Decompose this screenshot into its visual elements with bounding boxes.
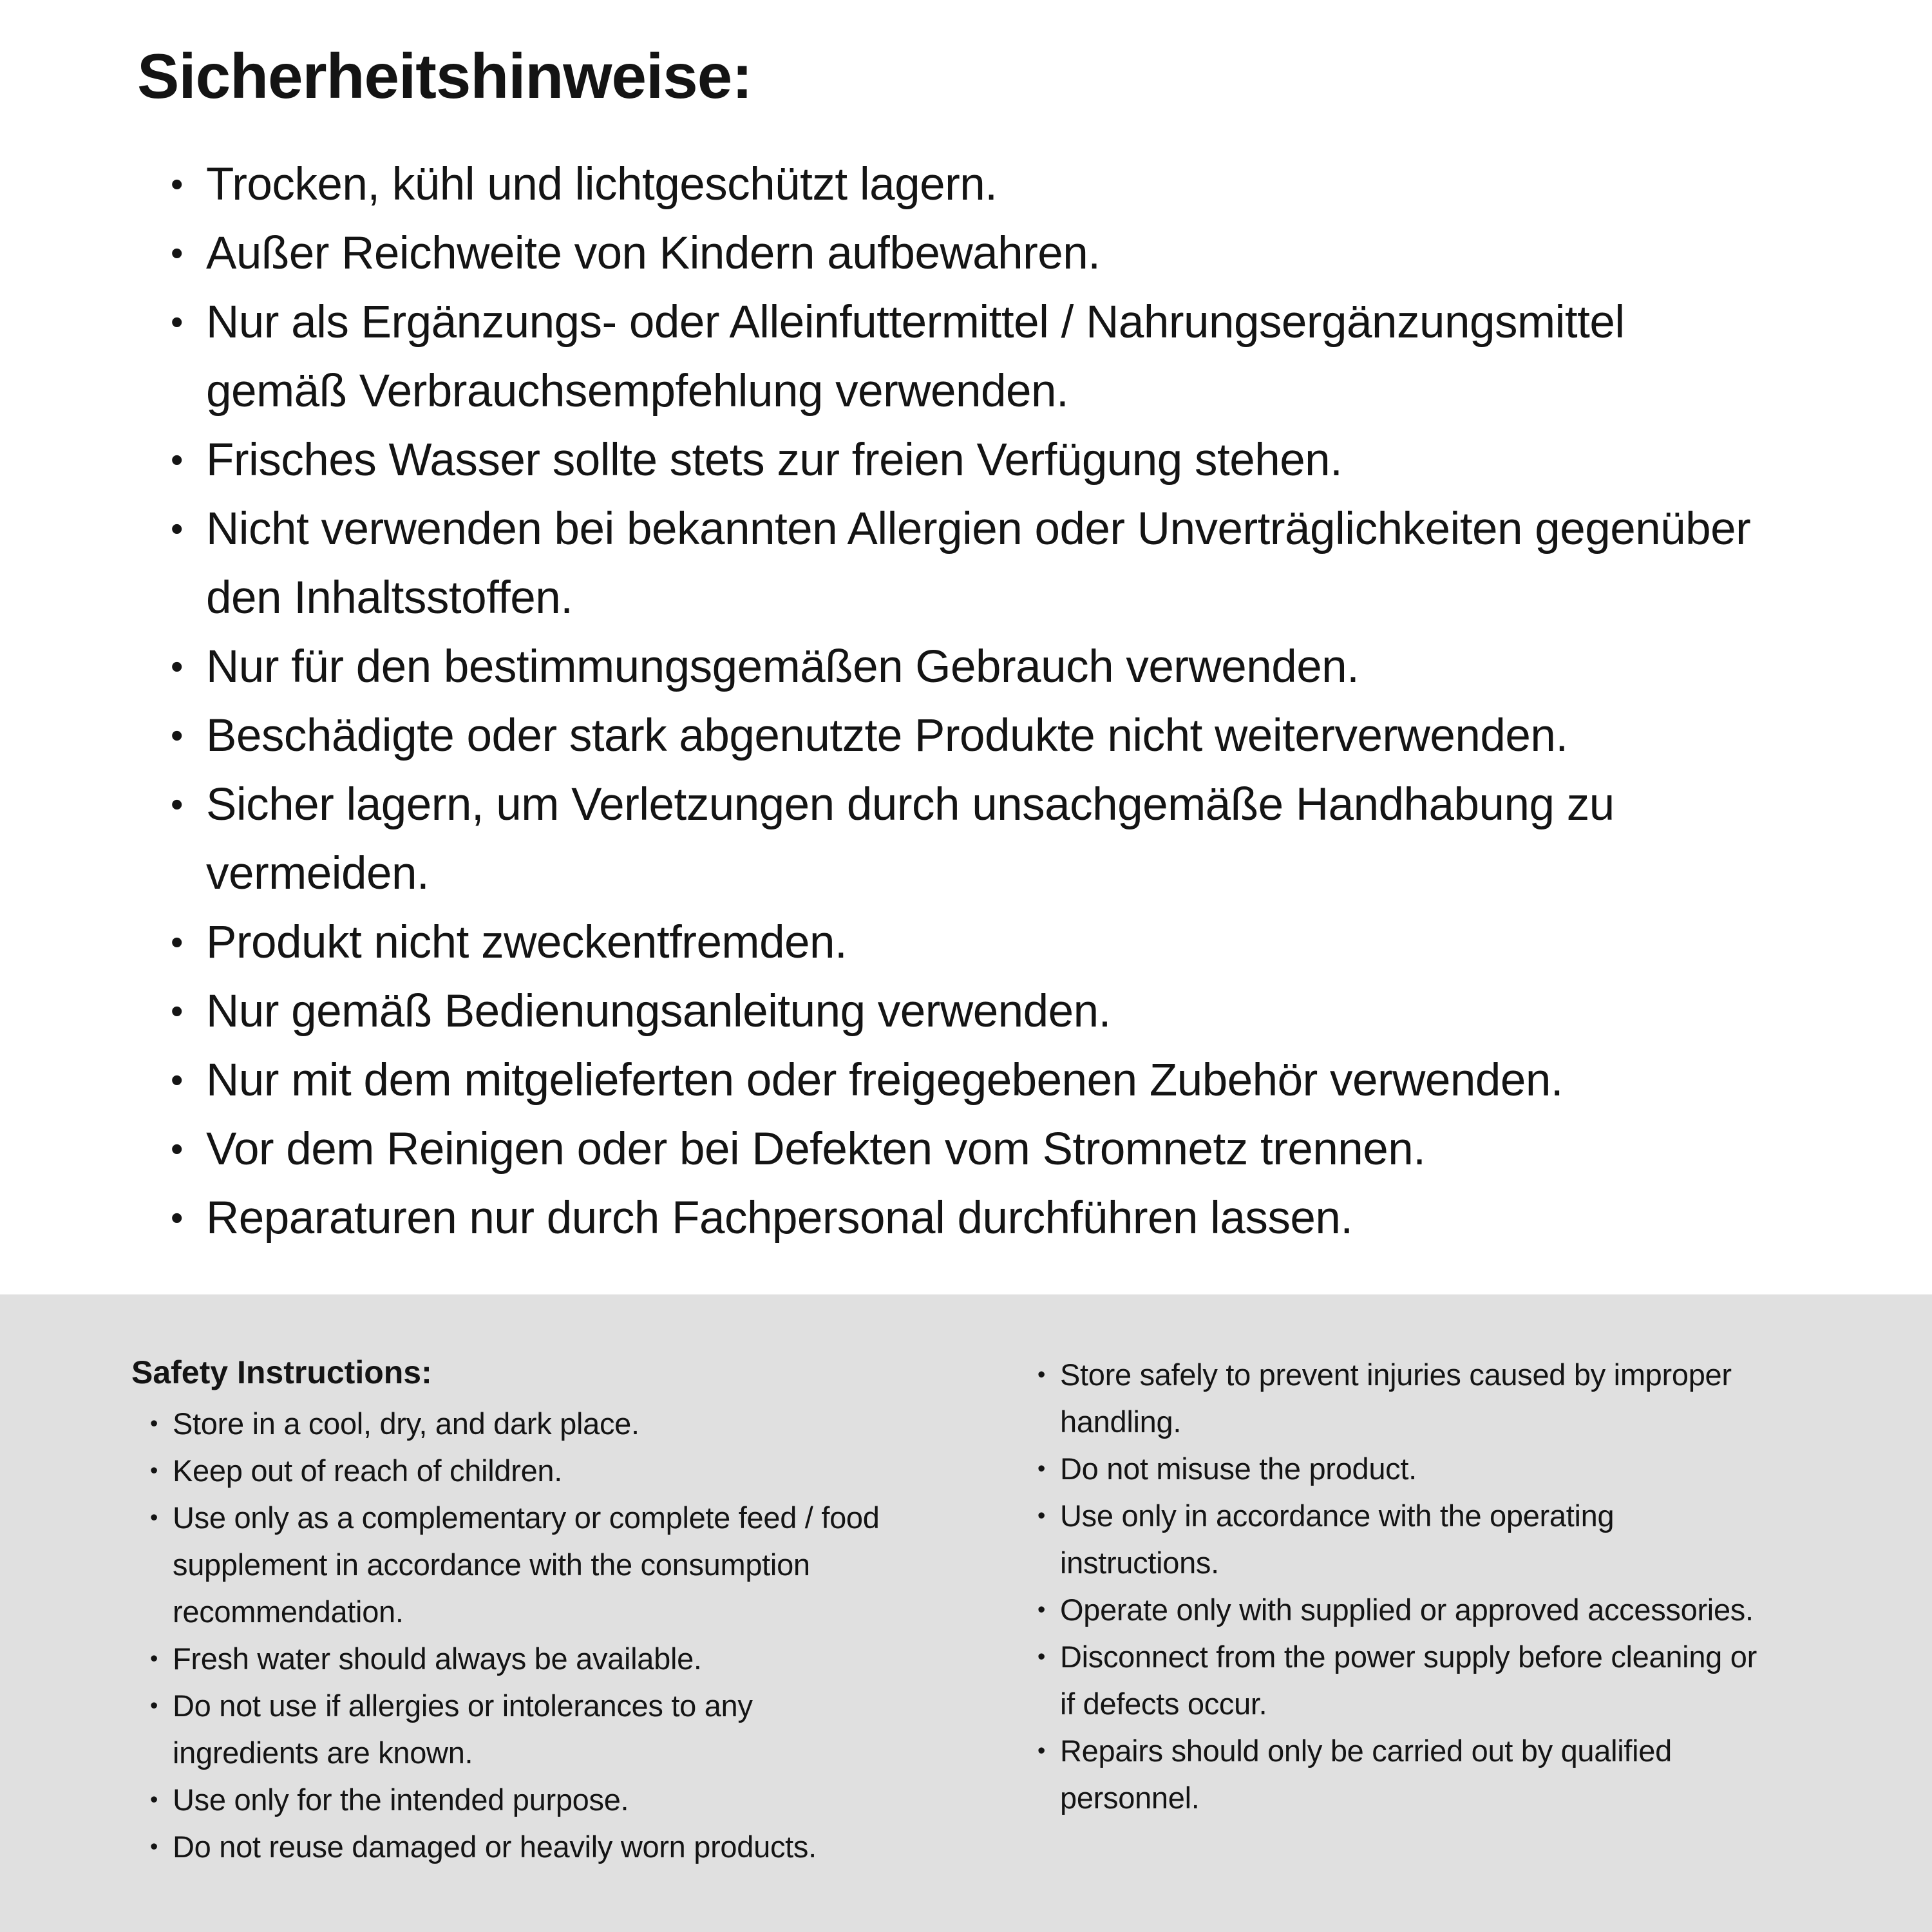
- list-item: • Beschädigte oder stark abgenutzte Produkte nicht weiterverwenden.: [137, 701, 1766, 770]
- list-item: • Store in a cool, dry, and dark place.: [147, 1400, 882, 1447]
- list-item: • Nur gemäß Bedienungsanleitung verwenden.: [137, 977, 1766, 1046]
- list-item: • Store safely to prevent injuries caused by improper handling.: [1035, 1351, 1769, 1445]
- list-item: • Nur für den bestimmungsgemäßen Gebrauch verwenden.: [137, 632, 1766, 701]
- english-safety-section: [0, 1294, 1932, 1932]
- list-item: • Disconnect from the power supply before cleaning or if defects occur.: [1035, 1633, 1769, 1727]
- list-item: • Außer Reichweite von Kindern aufbewahren.: [137, 219, 1766, 288]
- list-item: • Use only in accordance with the operating instructions.: [1035, 1492, 1769, 1586]
- english-left-list: [147, 1400, 882, 1870]
- german-safety-list: [137, 150, 1766, 1253]
- list-item: • Frisches Wasser sollte stets zur freien Verfügung stehen.: [137, 426, 1766, 495]
- list-item: • Do not reuse damaged or heavily worn products.: [147, 1823, 882, 1870]
- list-item: • Nur mit dem mitgelieferten oder freigegebenen Zubehör verwenden.: [137, 1046, 1766, 1115]
- english-section-title: Safety Instructions:: [131, 1354, 432, 1390]
- list-item: • Repairs should only be carried out by qualified personnel.: [1035, 1727, 1769, 1821]
- list-item: • Fresh water should always be available.: [147, 1635, 882, 1682]
- list-item: • Keep out of reach of children.: [147, 1447, 882, 1494]
- list-item: • Sicher lagern, um Verletzungen durch unsachgemäße Handhabung zu vermeiden.: [137, 770, 1766, 908]
- english-left-column: [131, 1351, 1035, 1932]
- list-item: • Nicht verwenden bei bekannten Allergien oder Unverträglichkeiten gegenüber den Inhaltsstoffen.: [137, 495, 1766, 632]
- list-item: • Operate only with supplied or approved accessories.: [1035, 1586, 1769, 1633]
- german-section-title: Sicherheitshinweise:: [137, 41, 752, 111]
- list-item: • Produkt nicht zweckentfremden.: [137, 908, 1766, 977]
- list-item: • Vor dem Reinigen oder bei Defekten vom Stromnetz trennen.: [137, 1115, 1766, 1184]
- list-item: • Do not use if allergies or intolerances to any ingredients are known.: [147, 1682, 882, 1776]
- english-right-column: [1035, 1351, 1769, 1932]
- list-item: • Reparaturen nur durch Fachpersonal durchführen lassen.: [137, 1184, 1766, 1253]
- list-item: • Use only for the intended purpose.: [147, 1776, 882, 1823]
- english-right-list: [1035, 1351, 1769, 1821]
- list-item: • Trocken, kühl und lichtgeschützt lagern.: [137, 150, 1766, 219]
- list-item: • Nur als Ergänzungs- oder Alleinfuttermittel / Nahrungsergänzungsmittel gemäß Verbrauchsempfehlung verwenden.: [137, 288, 1766, 426]
- list-item: • Use only as a complementary or complete feed / food supplement in accordance with the consumption recommendation.: [147, 1494, 882, 1635]
- list-item: • Do not misuse the product.: [1035, 1445, 1769, 1492]
